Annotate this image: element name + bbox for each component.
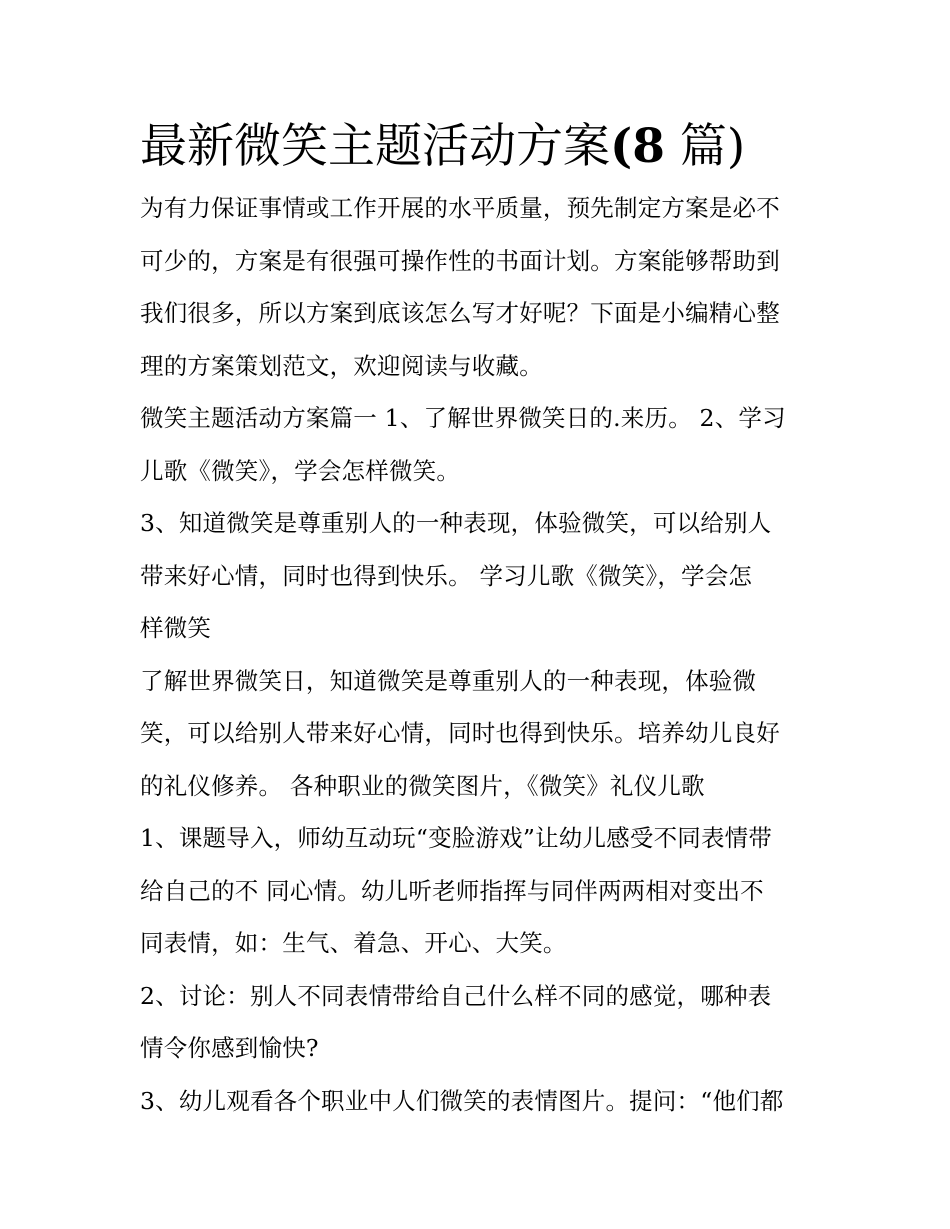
- paragraph-step-three: [140, 1075, 820, 1128]
- document-title: [140, 112, 820, 182]
- paragraph-intro: [140, 182, 820, 392]
- text-line: 微笑主题活动方案篇一 1、了解世界微笑日的.来历。 2、学习: [140, 404, 786, 432]
- paragraph-step-two: [140, 970, 820, 1075]
- text-line: 同表情，如：生气、着急、开心、大笑。: [140, 929, 567, 957]
- text-line: 的礼仪修养。 各种职业的微笑图片，《微笑》礼仪儿歌: [140, 771, 705, 800]
- text-line: 给自己的不 同心情。幼儿听老师指挥与同伴两两相对变出不: [140, 876, 764, 905]
- paragraph-step-one: [140, 812, 820, 970]
- text-line: 儿歌《微笑》，学会怎样微笑。: [140, 456, 461, 485]
- text-line: 3、知道微笑是尊重别人的一种表现，体验微笑，可以给别人: [140, 509, 772, 537]
- title-count: (8: [610, 119, 665, 174]
- text-line: 带来好心情，同时也得到快乐。 学习儿歌《微笑》，学会怎: [140, 561, 753, 590]
- text-line: 2、讨论：别人不同表情带给自己什么样不同的感觉，哪种表: [140, 981, 772, 1010]
- text-line: 笑，可以给别人带来好心情，同时也得到快乐。培养幼儿良好: [140, 719, 780, 747]
- text-line: 理的方案策划范文，欢迎阅读与收藏。: [140, 351, 543, 380]
- text-line: 样微笑: [140, 614, 212, 642]
- paragraph-section-one: [140, 392, 820, 497]
- text-line: 1、课题导入，师幼互动玩“变脸游戏”让幼儿感受不同表情带: [140, 824, 773, 852]
- text-line: 了解世界微笑日，知道微笑是尊重别人的一种表现，体验微: [140, 666, 757, 695]
- title-text: 最新微笑主题活动方案: [140, 119, 610, 174]
- paragraph-goal-three: [140, 497, 820, 655]
- document-content: [140, 112, 820, 1127]
- title-end: 篇): [679, 119, 746, 174]
- text-line: 3、幼儿观看各个职业中人们微笑的表情图片。提问：“他们都: [140, 1086, 784, 1115]
- text-line: 我们很多，所以方案到底该怎么写才好呢？下面是小编精心整: [140, 299, 780, 327]
- text-line: 为有力保证事情或工作开展的水平质量，预先制定方案是必不: [140, 194, 780, 222]
- text-line: 情令你感到愉快?: [140, 1034, 319, 1062]
- text-line: 可少的，方案是有很强可操作性的书面计划。方案能够帮助到: [140, 246, 780, 275]
- paragraph-objectives: [140, 655, 820, 813]
